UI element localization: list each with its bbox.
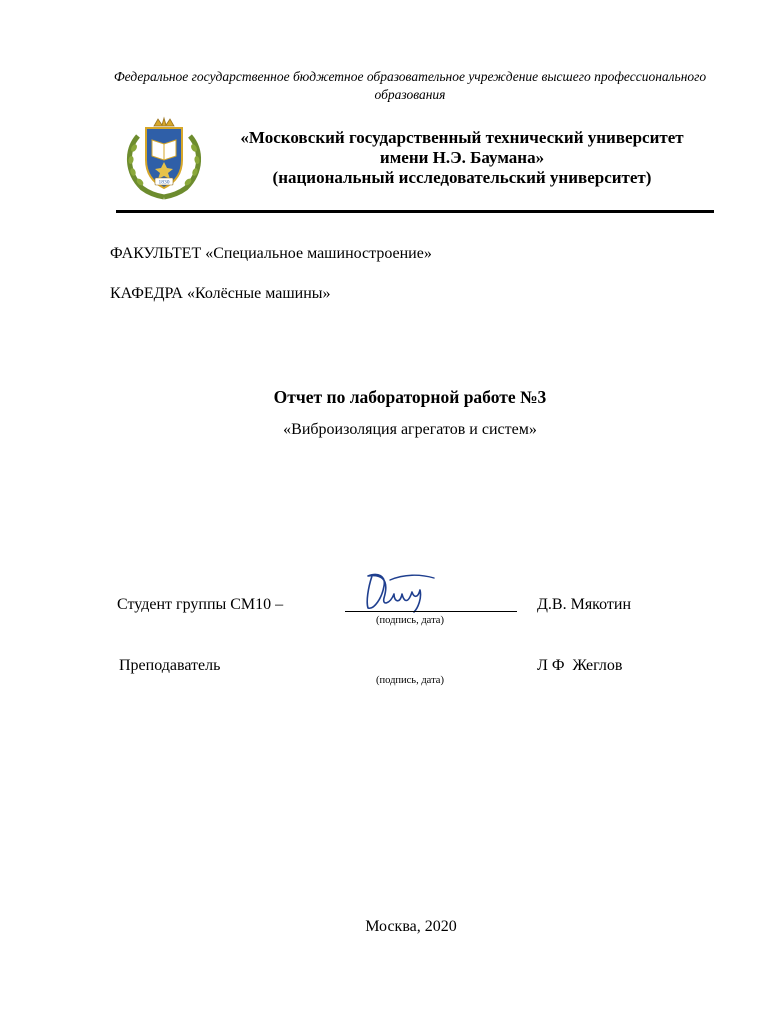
ministry-line: Федеральное государственное бюджетное образовательное учреждение высшего профессионального образования <box>113 69 707 102</box>
student-label: Студент группы СМ10 – <box>117 596 284 613</box>
teacher-signature-hint: (подпись, дата) <box>376 675 444 686</box>
university-line-3: (национальный исследовательский университет) <box>272 168 652 187</box>
department-line: КАФЕДРА «Колёсные машины» <box>110 285 331 302</box>
university-name <box>212 128 712 188</box>
teacher-label: Преподаватель <box>119 657 221 674</box>
university-line-2: имени Н.Э. Баумана» <box>379 148 545 167</box>
city-year: Москва, 2020 <box>365 918 457 935</box>
teacher-name: Л Ф Жеглов <box>537 657 623 674</box>
faculty-line: ФАКУЛЬТЕТ «Специальное машиностроение» <box>110 245 432 262</box>
university-line-1: «Московский государственный технический университет <box>240 128 684 147</box>
header-divider <box>116 210 714 213</box>
university-emblem-icon <box>124 116 204 200</box>
emblem-year: 1830 <box>158 179 170 186</box>
student-signature-hint: (подпись, дата) <box>376 615 444 626</box>
report-title: Отчет по лабораторной работе №3 <box>273 387 547 407</box>
student-name: Д.В. Мякотин <box>537 596 632 613</box>
student-signature-icon <box>360 568 438 614</box>
student-signature-line <box>345 611 517 612</box>
report-subtitle: «Виброизоляция агрегатов и систем» <box>283 421 537 438</box>
